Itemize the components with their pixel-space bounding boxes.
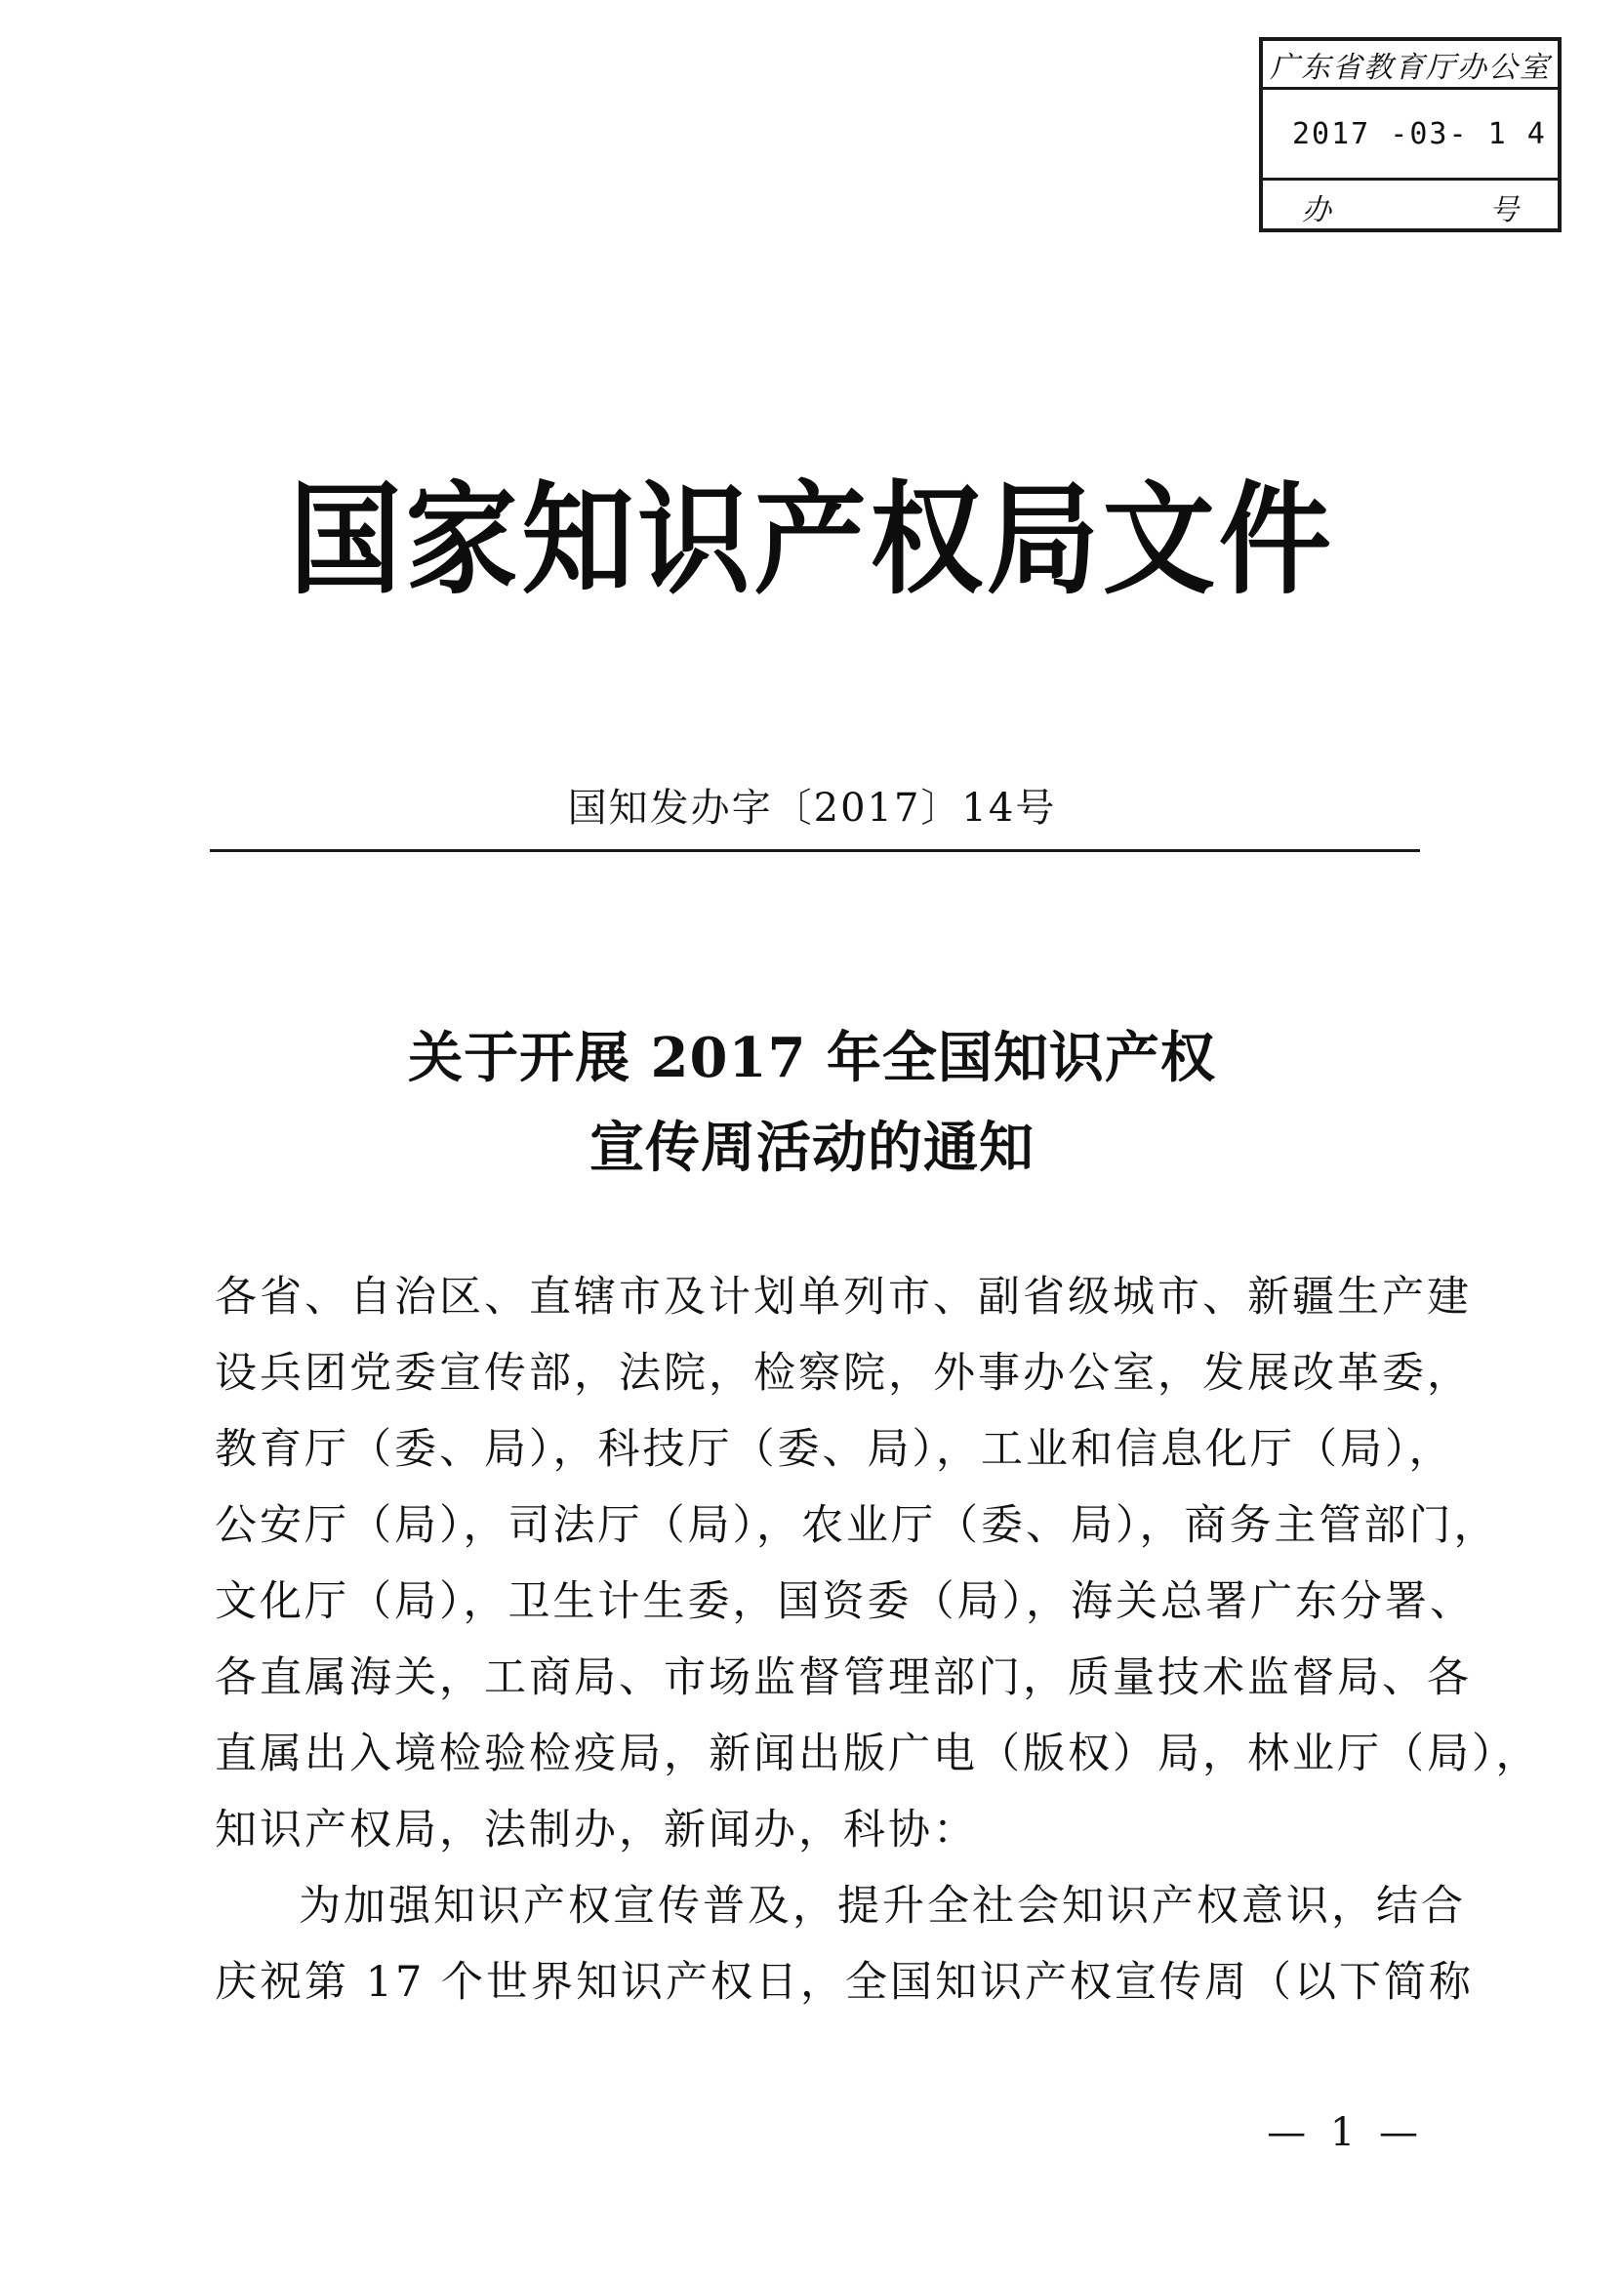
header-divider	[210, 849, 1420, 852]
body-line-recipients-1: 各省、自治区、直辖市及计划单列市、副省级城市、新疆生产建	[215, 1273, 1472, 1322]
body-line-recipients-7: 直属出入境检验检疫局，新闻出版广电（版权）局，林业厅（局），	[215, 1730, 1541, 1778]
stamp-organization: 广东省教育厅办公室	[1263, 41, 1558, 90]
body-line-recipients-6: 各直属海关，工商局、市场监督管理部门，质量技术监督局、各	[215, 1653, 1472, 1702]
received-stamp	[1259, 37, 1562, 232]
body-text	[215, 1259, 1541, 2020]
body-line-recipients-8: 知识产权局，法制办，新闻办，科协：	[215, 1806, 978, 1854]
document-number: 国知发办字〔2017〕14号	[567, 786, 1057, 831]
body-line-recipients-5: 文化厅（局），卫生计生委，国资委（局），海关总署广东分署、	[215, 1577, 1475, 1626]
body-line-paragraph-2: 庆祝第 17 个世界知识产权日，全国知识产权宣传周（以下简称	[215, 1958, 1475, 2007]
document-header-title: 国家知识产权局文件	[289, 469, 1335, 611]
body-line-recipients-4: 公安厅（局），司法厅（局），农业厅（委、局），商务主管部门，	[215, 1501, 1499, 1550]
stamp-left-label: 办	[1302, 192, 1331, 227]
body-line-paragraph-1: 为加强知识产权宣传普及，提升全社会知识产权意识，结合	[299, 1882, 1466, 1931]
notice-title-line-2: 宣传周活动的通知	[589, 1116, 1035, 1180]
body-line-recipients-3: 教育厅（委、局），科技厅（委、局），工业和信息化厅（局），	[215, 1425, 1454, 1474]
page-number: — 1 —	[1267, 2110, 1424, 2155]
stamp-date: 2017 -03- 1 4	[1292, 116, 1547, 151]
notice-title-line-1: 关于开展 2017 年全国知识产权	[408, 1026, 1216, 1090]
body-line-recipients-2: 设兵团党委宣传部，法院，检察院，外事办公室，发展改革委，	[215, 1349, 1472, 1398]
stamp-bottom-row	[1263, 178, 1558, 232]
notice-title	[0, 1013, 1624, 1193]
stamp-right-label: 号	[1489, 192, 1519, 227]
